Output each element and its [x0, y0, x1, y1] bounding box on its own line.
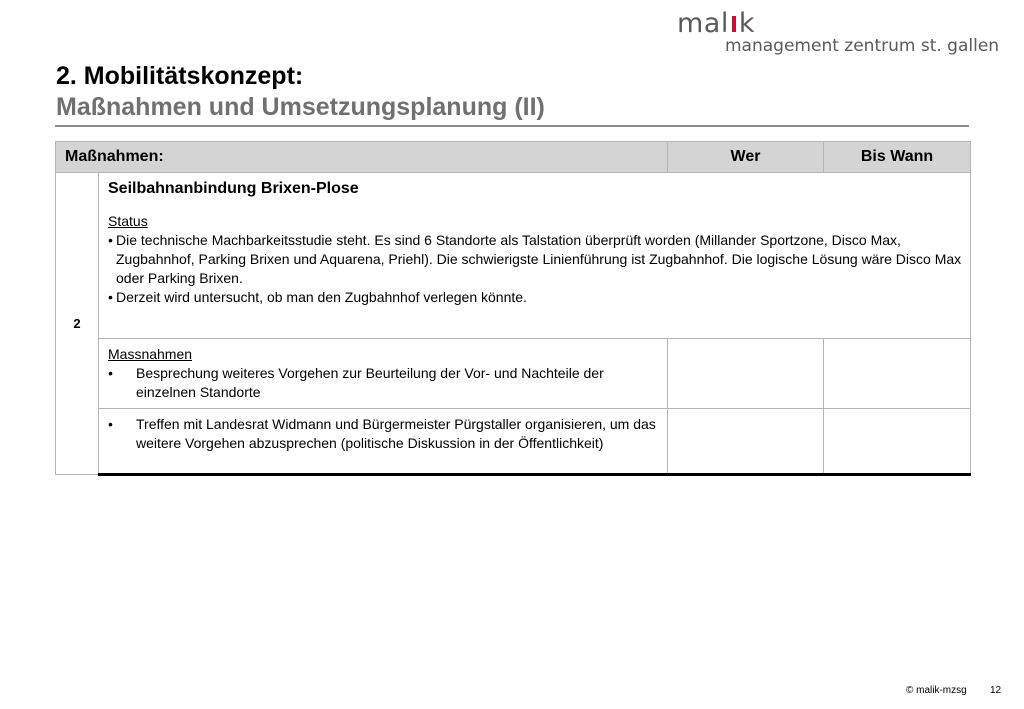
malik-logo	[675, 8, 1000, 58]
column-header-wer: Wer	[668, 142, 824, 173]
row-number: 2	[56, 173, 99, 475]
measure-cell	[99, 409, 668, 475]
footer-copyright: © malik-mzsg	[906, 685, 967, 696]
measures-table	[55, 141, 971, 476]
page-title: 2. Mobilitätskonzept:	[56, 62, 304, 90]
table-row-measure	[56, 339, 971, 409]
column-header-bis-wann: Bis Wann	[824, 142, 971, 173]
status-bullet-text: Derzeit wird untersucht, ob man den Zugbahnhof verlegen könnte.	[116, 289, 527, 305]
table-header-row	[56, 142, 971, 173]
measure-title: Seilbahnanbindung Brixen-Plose	[108, 180, 359, 197]
column-header-massnahmen: Maßnahmen:	[56, 142, 668, 173]
table-row-measure	[56, 409, 971, 475]
status-bullet: • Die technische Machbarkeitsstudie steht. Es sind 6 Standorte als Talstation überprüft worden (Millander Sportzone, Disco Max, Zugbahnhof, Parking Brixen und Aquarena, Priehl). Die schwierigste Linienführung ist Zugbahnhof. Die logische Lösung wäre Disco Max oder Parking Brixen.	[108, 232, 962, 286]
title-divider	[55, 125, 969, 127]
measure-bullet: • Treffen mit Landesrat Widmann und Bürgermeister Pürgstaller organisieren, um das weitere Vorgehen abzusprechen (politische Diskussion in der Öffentlichkeit)	[108, 415, 659, 453]
logo-word-left: mal	[677, 8, 729, 39]
status-label: Status	[108, 213, 148, 229]
measures-label: Massnahmen	[108, 346, 193, 362]
status-bullet-text: Die technische Machbarkeitsstudie steht. Es sind 6 Standorte als Talstation überprüft worden (Millander Sportzone, Disco Max, Zugbahnhof, Parking Brixen und Aquarena, Priehl). Die schwierigste Linienführung ist Zugbahnhof. Die logische Lösung wäre Disco Max oder Parking Brixen.	[116, 232, 962, 286]
logo-red-bar	[732, 16, 736, 32]
status-cell	[99, 173, 971, 339]
logo-word-right: k	[738, 8, 755, 39]
page-number: 12	[990, 685, 1002, 696]
wer-cell	[668, 339, 824, 409]
status-bullet: • Derzeit wird untersucht, ob man den Zugbahnhof verlegen könnte.	[108, 289, 527, 305]
page-subtitle: Maßnahmen und Umsetzungsplanung (II)	[56, 93, 545, 121]
bis-wann-cell	[824, 409, 971, 475]
logo-subtitle: management zentrum st. gallen	[725, 36, 1000, 56]
measure-bullet-text: Besprechung weiteres Vorgehen zur Beurteilung der Vor- und Nachteile der einzelnen Standorte	[136, 365, 604, 400]
measure-bullet-text: Treffen mit Landesrat Widmann und Bürgermeister Pürgstaller organisieren, um das weitere Vorgehen abzusprechen (politische Diskussion in der Öffentlichkeit)	[136, 416, 656, 451]
measure-cell	[99, 339, 668, 409]
logo-wordmark	[677, 8, 755, 39]
bis-wann-cell	[824, 339, 971, 409]
table-row-status	[56, 173, 971, 339]
wer-cell	[668, 409, 824, 475]
measure-bullet: • Besprechung weiteres Vorgehen zur Beurteilung der Vor- und Nachteile der einzelnen Standorte	[108, 364, 659, 402]
